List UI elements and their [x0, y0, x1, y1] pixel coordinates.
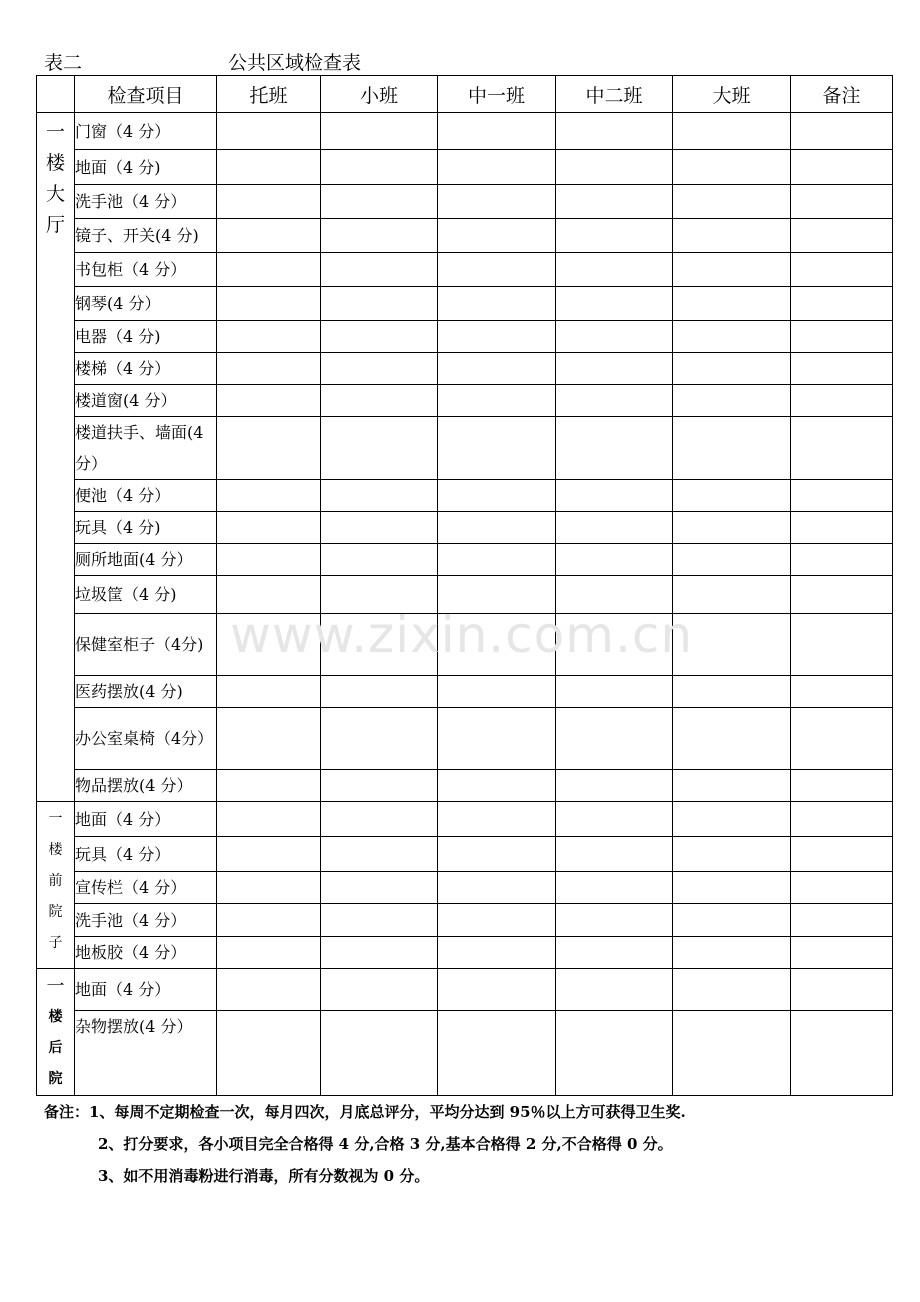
section-name-char: 院	[48, 1071, 63, 1087]
title-row	[44, 48, 904, 74]
table-row	[37, 512, 893, 544]
score-cell[interactable]	[438, 113, 556, 150]
score-cell[interactable]	[791, 253, 893, 287]
score-cell[interactable]	[556, 219, 673, 253]
table-row	[37, 937, 893, 969]
score-cell[interactable]	[321, 150, 438, 185]
score-cell[interactable]	[217, 417, 321, 480]
section-name-char: 子	[48, 935, 63, 951]
score-cell[interactable]	[791, 837, 893, 872]
score-cell[interactable]	[673, 219, 791, 253]
table-row	[37, 1011, 893, 1096]
score-cell[interactable]	[321, 544, 438, 576]
item-name-cell: 便池（4 分）	[75, 480, 217, 512]
section-name-char: 楼	[48, 1009, 63, 1025]
score-cell[interactable]	[556, 321, 673, 353]
score-cell[interactable]	[217, 253, 321, 287]
score-cell[interactable]	[217, 353, 321, 385]
score-cell[interactable]	[321, 480, 438, 512]
score-cell[interactable]	[791, 417, 893, 480]
score-cell[interactable]	[217, 904, 321, 937]
score-cell[interactable]	[217, 544, 321, 576]
score-cell[interactable]	[673, 253, 791, 287]
score-cell[interactable]	[673, 708, 791, 770]
score-cell[interactable]	[217, 937, 321, 969]
section-name-cell	[37, 802, 75, 969]
table-row	[37, 150, 893, 185]
item-name-cell: 地面（4 分）	[75, 802, 217, 837]
score-cell[interactable]	[321, 185, 438, 219]
score-cell[interactable]	[438, 321, 556, 353]
score-cell[interactable]	[217, 837, 321, 872]
score-cell[interactable]	[321, 837, 438, 872]
score-cell[interactable]	[438, 904, 556, 937]
score-cell[interactable]	[321, 1011, 438, 1096]
item-name-cell: 厕所地面(4 分）	[75, 544, 217, 576]
score-cell[interactable]	[791, 872, 893, 904]
table-row	[37, 480, 893, 512]
score-cell[interactable]	[791, 480, 893, 512]
score-cell[interactable]	[673, 802, 791, 837]
score-cell[interactable]	[791, 512, 893, 544]
score-cell[interactable]	[556, 287, 673, 321]
score-cell[interactable]	[791, 113, 893, 150]
table-row	[37, 253, 893, 287]
score-cell[interactable]	[438, 253, 556, 287]
score-cell[interactable]	[791, 676, 893, 708]
score-cell[interactable]	[321, 676, 438, 708]
score-cell[interactable]	[673, 353, 791, 385]
score-cell[interactable]	[673, 113, 791, 150]
table-row	[37, 321, 893, 353]
score-cell[interactable]	[438, 1011, 556, 1096]
score-cell[interactable]	[217, 676, 321, 708]
table-row	[37, 837, 893, 872]
score-cell[interactable]	[791, 321, 893, 353]
note-2: 2、打分要求，各小项目完全合格得 4 分,合格 3 分,基本合格得 2 分,不合格得 0 分。	[98, 1135, 673, 1153]
score-cell[interactable]	[556, 837, 673, 872]
item-name-cell: 地面（4 分）	[75, 969, 217, 1011]
score-cell[interactable]	[321, 937, 438, 969]
score-cell[interactable]	[791, 576, 893, 614]
score-cell[interactable]	[556, 385, 673, 417]
score-cell[interactable]	[673, 150, 791, 185]
score-cell[interactable]	[217, 512, 321, 544]
score-cell[interactable]	[673, 385, 791, 417]
score-cell[interactable]	[791, 937, 893, 969]
score-cell[interactable]	[791, 185, 893, 219]
score-cell[interactable]	[438, 385, 556, 417]
score-cell[interactable]	[438, 480, 556, 512]
table-row	[37, 872, 893, 904]
section-name-char: 厅	[45, 214, 65, 236]
item-name-cell: 医药摆放(4 分)	[75, 676, 217, 708]
score-cell[interactable]	[217, 321, 321, 353]
note-1: 备注：1、每周不定期检查一次，每月四次，月底总评分，平均分达到 95％以上方可获得卫生奖.	[44, 1103, 686, 1121]
score-cell[interactable]	[438, 872, 556, 904]
item-name-cell: 玩具（4 分）	[75, 837, 217, 872]
score-cell[interactable]	[217, 708, 321, 770]
score-cell[interactable]	[556, 512, 673, 544]
header-tuoban: 托班	[217, 76, 321, 113]
score-cell[interactable]	[673, 872, 791, 904]
score-cell[interactable]	[438, 837, 556, 872]
item-name-cell: 镜子、开关(4 分)	[75, 219, 217, 253]
section-name-char: 一	[46, 976, 65, 997]
score-cell[interactable]	[321, 385, 438, 417]
notes	[44, 1096, 904, 1192]
score-cell[interactable]	[321, 417, 438, 480]
table-row	[37, 544, 893, 576]
score-cell[interactable]	[556, 353, 673, 385]
item-name-cell: 楼道扶手、墙面(4 分）	[75, 417, 217, 480]
item-name-cell: 保健室柜子（4分)	[75, 614, 217, 676]
table-row	[37, 802, 893, 837]
score-cell[interactable]	[321, 770, 438, 802]
item-name-cell: 门窗（4 分）	[75, 113, 217, 150]
score-cell[interactable]	[673, 321, 791, 353]
score-cell[interactable]	[791, 385, 893, 417]
item-name-cell: 洗手池（4 分）	[75, 904, 217, 937]
table-row	[37, 113, 893, 150]
score-cell[interactable]	[321, 872, 438, 904]
item-name-cell: 书包柜（4 分）	[75, 253, 217, 287]
score-cell[interactable]	[217, 480, 321, 512]
section-name-char: 院	[48, 904, 63, 920]
table-row	[37, 287, 893, 321]
header-xiaoban: 小班	[321, 76, 438, 113]
score-cell[interactable]	[438, 353, 556, 385]
score-cell[interactable]	[791, 219, 893, 253]
watermark: www.zixin.com.cn	[230, 606, 694, 664]
table-row	[37, 385, 893, 417]
score-cell[interactable]	[556, 253, 673, 287]
score-cell[interactable]	[556, 1011, 673, 1096]
score-cell[interactable]	[217, 150, 321, 185]
score-cell[interactable]	[217, 770, 321, 802]
score-cell[interactable]	[673, 417, 791, 480]
score-cell[interactable]	[321, 353, 438, 385]
score-cell[interactable]	[673, 512, 791, 544]
score-cell[interactable]	[321, 321, 438, 353]
table-row	[37, 969, 893, 1011]
score-cell[interactable]	[217, 385, 321, 417]
score-cell[interactable]	[791, 287, 893, 321]
score-cell[interactable]	[673, 185, 791, 219]
section-name-cell	[37, 969, 75, 1096]
score-cell[interactable]	[556, 113, 673, 150]
score-cell[interactable]	[321, 802, 438, 837]
table-row	[37, 185, 893, 219]
score-cell[interactable]	[321, 904, 438, 937]
score-cell[interactable]	[556, 708, 673, 770]
score-cell[interactable]	[556, 770, 673, 802]
item-name-cell: 电器（4 分)	[75, 321, 217, 353]
header-zhongerban: 中二班	[556, 76, 673, 113]
score-cell[interactable]	[791, 969, 893, 1011]
score-cell[interactable]	[556, 417, 673, 480]
score-cell[interactable]	[791, 544, 893, 576]
item-name-cell: 物品摆放(4 分）	[75, 770, 217, 802]
score-cell[interactable]	[791, 708, 893, 770]
score-cell[interactable]	[438, 969, 556, 1011]
table-row	[37, 417, 893, 480]
score-cell[interactable]	[673, 544, 791, 576]
table-row	[37, 676, 893, 708]
table-row	[37, 904, 893, 937]
header-beizhu: 备注	[791, 76, 893, 113]
note-3: 3、如不用消毒粉进行消毒，所有分数视为 0 分。	[98, 1167, 430, 1185]
score-cell[interactable]	[438, 417, 556, 480]
score-cell[interactable]	[217, 969, 321, 1011]
item-name-cell: 办公室桌椅（4分）	[75, 708, 217, 770]
score-cell[interactable]	[791, 614, 893, 676]
score-cell[interactable]	[556, 676, 673, 708]
header-zhongyiban: 中一班	[438, 76, 556, 113]
score-cell[interactable]	[217, 1011, 321, 1096]
item-name-cell: 宣传栏（4 分）	[75, 872, 217, 904]
score-cell[interactable]	[438, 512, 556, 544]
score-cell[interactable]	[438, 150, 556, 185]
score-cell[interactable]	[556, 544, 673, 576]
score-cell[interactable]	[321, 708, 438, 770]
score-cell[interactable]	[321, 287, 438, 321]
score-cell[interactable]	[673, 287, 791, 321]
score-cell[interactable]	[791, 1011, 893, 1096]
score-cell[interactable]	[321, 219, 438, 253]
item-name-cell: 楼梯（4 分）	[75, 353, 217, 385]
score-cell[interactable]	[438, 676, 556, 708]
score-cell[interactable]	[438, 937, 556, 969]
score-cell[interactable]	[673, 676, 791, 708]
item-name-cell: 钢琴(4 分）	[75, 287, 217, 321]
item-name-cell: 垃圾筐（4 分)	[75, 576, 217, 614]
score-cell[interactable]	[673, 937, 791, 969]
header-item: 检查项目	[75, 76, 217, 113]
score-cell[interactable]	[438, 708, 556, 770]
score-cell[interactable]	[791, 150, 893, 185]
score-cell[interactable]	[217, 802, 321, 837]
score-cell[interactable]	[673, 969, 791, 1011]
table-title: 公共区域检查表	[228, 52, 362, 74]
item-name-cell: 楼道窗(4 分）	[75, 385, 217, 417]
header-section	[37, 76, 75, 113]
score-cell[interactable]	[217, 219, 321, 253]
score-cell[interactable]	[556, 937, 673, 969]
score-cell[interactable]	[217, 287, 321, 321]
item-name-cell: 地面（4 分)	[75, 150, 217, 185]
section-name-char: 前	[48, 873, 63, 889]
section-name-char: 后	[48, 1040, 63, 1056]
score-cell[interactable]	[791, 770, 893, 802]
score-cell[interactable]	[556, 480, 673, 512]
table-label: 表二	[44, 52, 83, 74]
table-row	[37, 353, 893, 385]
score-cell[interactable]	[321, 512, 438, 544]
item-name-cell: 地板胶（4 分）	[75, 937, 217, 969]
section-name-char: 楼	[48, 842, 63, 858]
item-name-cell: 杂物摆放(4 分）	[75, 1011, 217, 1096]
score-cell[interactable]	[321, 113, 438, 150]
score-cell[interactable]	[321, 253, 438, 287]
section-name-char: 楼	[45, 152, 65, 174]
section-name-char: 大	[45, 183, 65, 205]
score-cell[interactable]	[556, 904, 673, 937]
score-cell[interactable]	[556, 802, 673, 837]
score-cell[interactable]	[673, 1011, 791, 1096]
score-cell[interactable]	[673, 837, 791, 872]
score-cell[interactable]	[673, 770, 791, 802]
score-cell[interactable]	[556, 150, 673, 185]
score-cell[interactable]	[438, 544, 556, 576]
score-cell[interactable]	[321, 969, 438, 1011]
score-cell[interactable]	[217, 113, 321, 150]
section-name-char: 一	[48, 811, 63, 827]
item-name-cell: 玩具（4 分)	[75, 512, 217, 544]
inspection-table	[36, 75, 893, 1096]
section-name-char: 一	[45, 121, 65, 143]
score-cell[interactable]	[438, 287, 556, 321]
table-row	[37, 219, 893, 253]
score-cell[interactable]	[217, 185, 321, 219]
score-cell[interactable]	[673, 480, 791, 512]
score-cell[interactable]	[438, 185, 556, 219]
score-cell[interactable]	[438, 770, 556, 802]
score-cell[interactable]	[556, 969, 673, 1011]
table-row	[37, 708, 893, 770]
score-cell[interactable]	[791, 802, 893, 837]
score-cell[interactable]	[556, 872, 673, 904]
score-cell[interactable]	[217, 872, 321, 904]
score-cell[interactable]	[791, 353, 893, 385]
table-row	[37, 770, 893, 802]
score-cell[interactable]	[673, 904, 791, 937]
section-name-cell	[37, 113, 75, 802]
header-row	[37, 76, 893, 113]
header-daban: 大班	[673, 76, 791, 113]
item-name-cell: 洗手池（4 分）	[75, 185, 217, 219]
score-cell[interactable]	[556, 185, 673, 219]
score-cell[interactable]	[438, 219, 556, 253]
score-cell[interactable]	[438, 802, 556, 837]
score-cell[interactable]	[791, 904, 893, 937]
